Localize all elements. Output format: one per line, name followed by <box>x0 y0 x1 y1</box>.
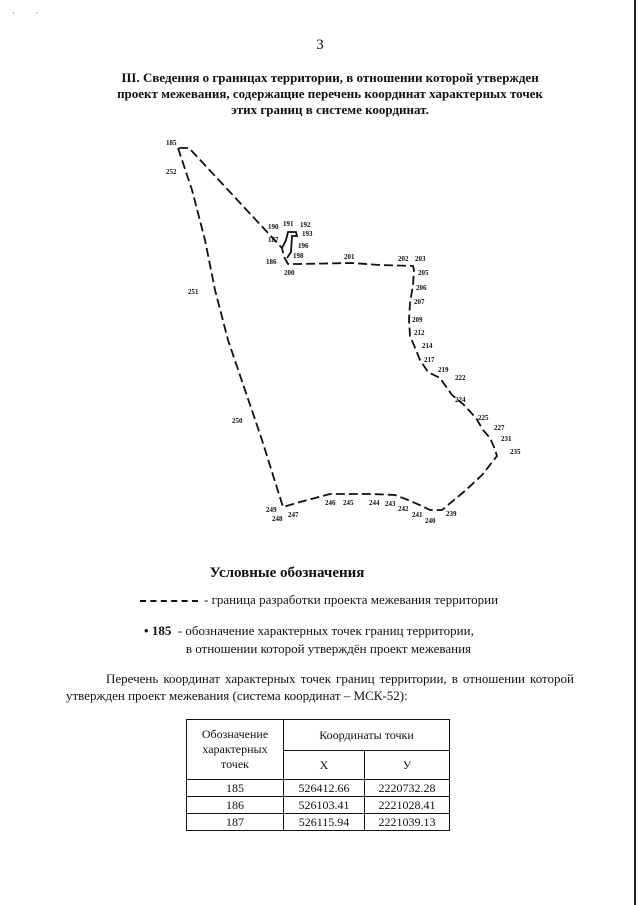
point-label: 196 <box>298 242 309 250</box>
point-label: 222 <box>455 374 466 382</box>
point-label: 185 <box>166 139 177 147</box>
point-label: 219 <box>438 366 449 374</box>
point-label: 241 <box>412 511 423 519</box>
point-label: 249 <box>266 506 277 514</box>
point-label: 207 <box>414 298 425 306</box>
point-label: 246 <box>325 499 336 507</box>
coordinates-table <box>186 719 450 831</box>
point-label: 243 <box>385 500 396 508</box>
point-label: 212 <box>414 329 425 337</box>
scan-dots: · · <box>12 8 39 18</box>
point-label: 225 <box>478 414 489 422</box>
cell-x: 526115.94 <box>284 814 365 831</box>
table-row <box>187 780 450 797</box>
cell-y: 2221028.41 <box>365 797 450 814</box>
legend-boundary-row <box>140 591 498 609</box>
point-label: 187 <box>268 236 279 244</box>
legend-boundary-text: - граница разработки проекта межевания территории <box>204 592 499 607</box>
point-label: 209 <box>412 316 423 324</box>
page-number: 3 <box>316 37 324 53</box>
point-label: 235 <box>510 448 521 456</box>
point-label: 192 <box>300 221 311 229</box>
legend-point-text-line-2: в отношении которой утверждён проект межевания <box>185 641 472 656</box>
legend-point-row <box>140 622 474 658</box>
point-label: 198 <box>293 252 304 260</box>
table-row <box>187 797 450 814</box>
point-label: 200 <box>284 269 295 277</box>
point-label: 231 <box>501 435 512 443</box>
point-label: 186 <box>266 258 277 266</box>
header-y: У <box>365 751 450 780</box>
point-label: 191 <box>283 220 294 228</box>
point-label: 202 <box>398 255 409 263</box>
header-point-designation <box>187 720 284 780</box>
header-point-line-3: точек <box>221 757 249 771</box>
legend-point-marker: 185 <box>151 623 172 638</box>
header-coordinates: Координаты точки <box>284 720 450 751</box>
dashed-line-symbol <box>140 600 198 602</box>
table-row <box>187 814 450 831</box>
legend-point-text-line-1: - обозначение характерных точек границ территории, <box>177 623 474 638</box>
point-label: 217 <box>424 356 435 364</box>
coordinates-intro-paragraph: Перечень координат характерных точек границ территории, в отношении которой утвержден проект межевания (система координат – МСК-52): <box>66 671 574 703</box>
point-symbol: • 185 <box>144 623 172 638</box>
point-label: 244 <box>369 499 380 507</box>
point-label: 224 <box>455 396 466 404</box>
cell-point: 186 <box>187 797 284 814</box>
point-label: 242 <box>398 505 409 513</box>
point-label: 245 <box>343 499 354 507</box>
point-label: 201 <box>344 253 355 261</box>
point-label: 239 <box>446 510 457 518</box>
point-label: 206 <box>416 284 427 292</box>
cell-y: 2220732.28 <box>365 780 450 797</box>
cell-point: 187 <box>187 814 284 831</box>
point-label: 205 <box>418 269 429 277</box>
legend-title: Условные обозначения <box>209 565 365 581</box>
header-point-line-1: Обозначение <box>201 727 269 741</box>
cell-x: 526412.66 <box>284 780 365 797</box>
heading-line-3: этих границ в системе координат. <box>231 102 429 117</box>
boundary-line <box>178 148 497 510</box>
point-label: 240 <box>425 517 436 525</box>
point-label: 248 <box>272 515 283 523</box>
point-label: 247 <box>288 511 299 519</box>
point-label: 250 <box>232 417 243 425</box>
point-label: 252 <box>166 168 177 176</box>
cell-y: 2221039.13 <box>365 814 450 831</box>
header-point-line-2: характерных <box>202 742 268 756</box>
heading-line-1: III. Сведения о границах территории, в отношении которой утвержден <box>121 70 539 85</box>
point-label: 251 <box>188 288 199 296</box>
cell-x: 526103.41 <box>284 797 365 814</box>
header-x: X <box>284 751 365 780</box>
point-label: 214 <box>422 342 433 350</box>
point-label: 227 <box>494 424 505 432</box>
point-label: 203 <box>415 255 426 263</box>
heading-line-2: проект межевания, содержащие перечень координат характерных точек <box>117 86 543 101</box>
point-label: 193 <box>302 230 313 238</box>
cell-point: 185 <box>187 780 284 797</box>
point-label: 190 <box>268 223 279 231</box>
